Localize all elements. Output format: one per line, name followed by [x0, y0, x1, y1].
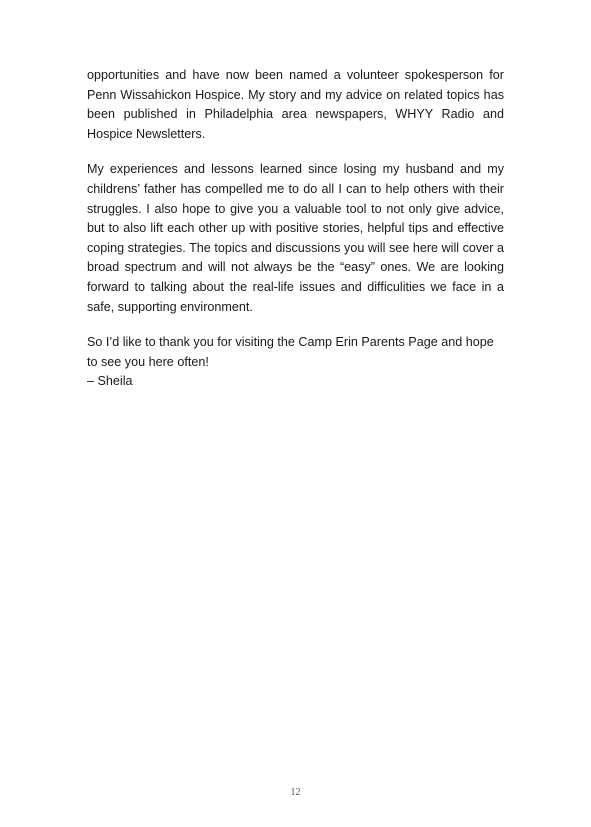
page-body — [87, 66, 504, 392]
paragraph-hospice-spokesperson: opportunities and have now been named a volunteer spokesperson for Penn Wissahickon Hospice. My story and my advice on related topics has been published in Philadelphia area newspapers, WHYY Radio and Hospice Newsletters. — [87, 68, 504, 141]
paragraph-thank-you: So I’d like to thank you for visiting the Camp Erin Parents Page and hope to see you here often! — [87, 335, 494, 369]
page-number: 12 — [290, 787, 301, 798]
paragraph-experiences-lessons: My experiences and lessons learned since losing my husband and my childrens’ father has compelled me to do all I can to help others with their struggles. I also hope to give you a valuable tool to not only give advice, but to also lift each other up with positive stories, helpful tips and effective coping strategies. The topics and discussions you will see here will cover a broad spectrum and will not always be the “easy” ones. We are looking forward to talking about the real-life issues and difficulities we face in a safe, supporting environment. — [87, 162, 504, 314]
signature: – Sheila — [87, 374, 133, 389]
